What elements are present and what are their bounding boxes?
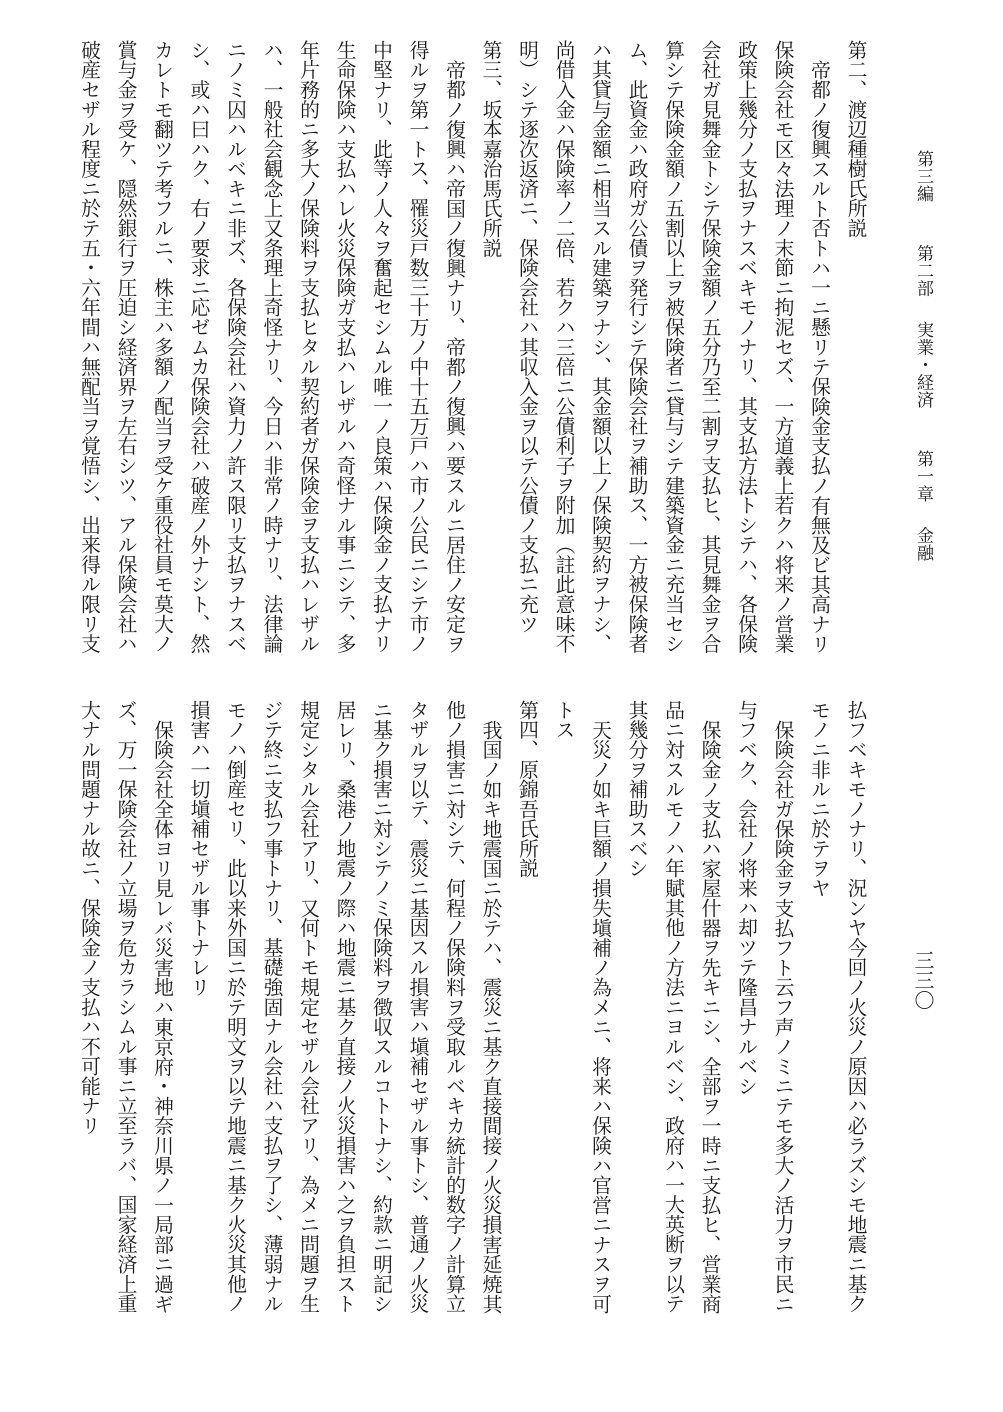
text-line: モノニ非ルニ於テヲヤ [807, 700, 831, 898]
text-line: モノハ倒産セリ、此以来外国ニ於テ明文ヲ以テ地震ニ基ク火災其他ノ [223, 700, 247, 1314]
text-line: 破産セザル程度ニ於テ五・六年間ハ無配当ヲ覚悟シ、出来得ル限リ支 [78, 40, 101, 654]
section-heading: 第三、坂本嘉治馬氏所説 [479, 40, 502, 258]
text-line: 生命保険ハ支払ハレ火災保険ガ支払ハレザルハ奇怪ナル事ニシテ、多 [333, 40, 356, 654]
text-line: 会社ガ見舞金トシテ保険金額ノ五分乃至二割ヲ支払ヒ、其見舞金ヲ合 [698, 40, 721, 654]
running-header [905, 150, 941, 570]
upper-text-block [78, 40, 873, 655]
text-line: 保険会社モ区々法理ノ末節ニ拘泥セズ、一方道義上若クハ将来ノ営業 [771, 40, 794, 654]
text-line: 居レリ、桑港ノ地震ノ際ハ地震ニ基ク直接ノ火災損害ハ之ヲ負担スト [333, 700, 356, 1314]
text-line: シ、或ハ曰ハク、右ノ要求ニ応ゼムカ保険会社ハ破産ノ外ナシト、然 [187, 40, 210, 654]
page-number: 三三〇 [911, 950, 935, 1010]
text-line: カレトモ翻ツテ考フルニ、株主ハ多額ノ配当ヲ受ケ重役社員モ莫大ノ [150, 40, 174, 654]
text-line: ニノミ囚ハルベキニ非ズ、各保険会社ハ資力ノ許ス限リ支払ヲナスベ [223, 40, 247, 654]
text-line: ニ基ク損害ニ対シテノミ保険料ヲ徴収スルコトトナシ、約款ニ明記シ [369, 700, 393, 1314]
text-line: 与フベク、会社ノ将来ハ却ツテ隆昌ナルベシ [734, 700, 758, 1096]
text-line: 払フベキモノナリ、況ンヤ今回ノ火災ノ原因ハ必ラズシモ地震ニ基ク [844, 700, 867, 1314]
text-line: 尚借入金ハ保険率ノ二倍、若クハ三倍ニ公債利子ヲ附加（註此意味不 [552, 40, 575, 654]
text-line: 我国ノ如キ地震国ニ於テハ、震災ニ基ク直接間接ノ火災損害延焼其 [479, 719, 502, 1314]
header-part: 第三編 [913, 150, 933, 203]
text-line: 品ニ対スルモノハ年賦其他ノ方法ニヨルベシ、政府ハ一大英断ヲ以テ [661, 700, 685, 1314]
text-line: ズ、万一保険会社ノ立場ヲ危カラシムル事ニ立至ラバ、国家経済上重 [114, 700, 137, 1314]
text-line: 得ルヲ第一トス、罹災戸数三十万ノ中十五万戸ハ市ノ公民ニシテ市ノ [406, 40, 429, 654]
text-line: 規定シタル会社アリ、又何トモ規定セザル会社アリ、為メニ問題ヲ生 [296, 700, 320, 1314]
header-subject: 金融 [913, 526, 933, 562]
lower-text-block [78, 700, 873, 1360]
section-heading: 第四、原錦吾氏所説 [515, 700, 539, 879]
header-chapter: 第一章 [913, 450, 933, 503]
text-line: 損害ハ一切塡補セザル事トナレリ [187, 700, 210, 997]
text-line: 保険金ノ支払ハ家屋什器ヲ先キニシ、全部ヲ一時ニ支払ヒ、営業商 [698, 719, 721, 1314]
text-line: トス [552, 700, 575, 740]
header-title: 実業・経済 [913, 320, 933, 409]
header-section: 第二部 [913, 244, 933, 297]
text-line: ジテ終ニ支払フ事トナリ、基礎強固ナル会社ハ支払ヲ了シ、薄弱ナル [260, 700, 283, 1314]
text-line: 大ナル問題ナル故ニ、保険金ノ支払ハ不可能ナリ [78, 700, 101, 1136]
text-line: 中堅ナリ、此等ノ人々ヲ奮起セシムル唯一ノ良策ハ保険金ノ支払ナリ [369, 40, 393, 654]
text-line: ハ其貸与金額ニ相当スル建築ヲナシ、其金額以上ノ保険契約ヲナシ、 [588, 40, 612, 654]
text-line: 帝都ノ復興ハ帝国ノ復興ナリ、帝都ノ復興ハ要スルニ居住ノ安定ヲ [442, 59, 466, 654]
text-line: ハ、一般社会観念上又条理上奇怪ナリ、今日ハ非常ノ時ナリ、法律論 [260, 40, 283, 654]
text-line: 賞与金ヲ受ケ、隠然銀行ヲ圧迫シ経済界ヲ左右シツ、アル保険会社ハ [114, 40, 137, 654]
text-line: 保険会社全体ヨリ見レバ災害地ハ東京府・神奈川県ノ一局部ニ過ギ [150, 719, 174, 1314]
text-line: 他ノ損害ニ対シテ、何程ノ保険料ヲ受取ルベキカ統計的数字ノ計算立 [442, 700, 466, 1314]
text-line: 年片務的ニ多大ノ保険料ヲ支払ヒタル契約者ガ保険金ヲ支払ハレザル [296, 40, 320, 654]
text-line: 政策上幾分ノ支払ヲナスベキモノナリ、其支払方法トシテハ、各保険 [734, 40, 758, 654]
text-line: 其幾分ヲ補助スベシ [625, 700, 648, 879]
text-line: 算シテ保険金額ノ五割以上ヲ被保険者ニ貸与シテ建築資金ニ充当セシ [661, 40, 685, 654]
text-line: タザルヲ以テ、震災ニ基因スル損害ハ塡補セザル事トシ、普通ノ火災 [406, 700, 429, 1314]
text-line: 帝都ノ復興スルト否トハ一ニ懸リテ保険金支払ノ有無及ビ其高ナリ [807, 59, 831, 654]
text-line: 明）シテ逐次返済ニ、保険会社ハ其収入金ヲ以テ公債ノ支払ニ充ツ [515, 40, 539, 634]
text-line: ム、此資金ハ政府ガ公債ヲ発行シテ保険会社ヲ補助ス、一方被保険者 [625, 40, 648, 654]
section-heading: 第二、渡辺種樹氏所説 [844, 40, 867, 238]
text-line: 保険会社ガ保険金ヲ支払フト云フ声ノミニテモ多大ノ活力ヲ市民ニ [771, 719, 794, 1314]
text-line: 天災ノ如キ巨額ノ損失塡補ノ為メニ、将来ハ保険ハ官営ニナスヲ可 [588, 719, 612, 1314]
